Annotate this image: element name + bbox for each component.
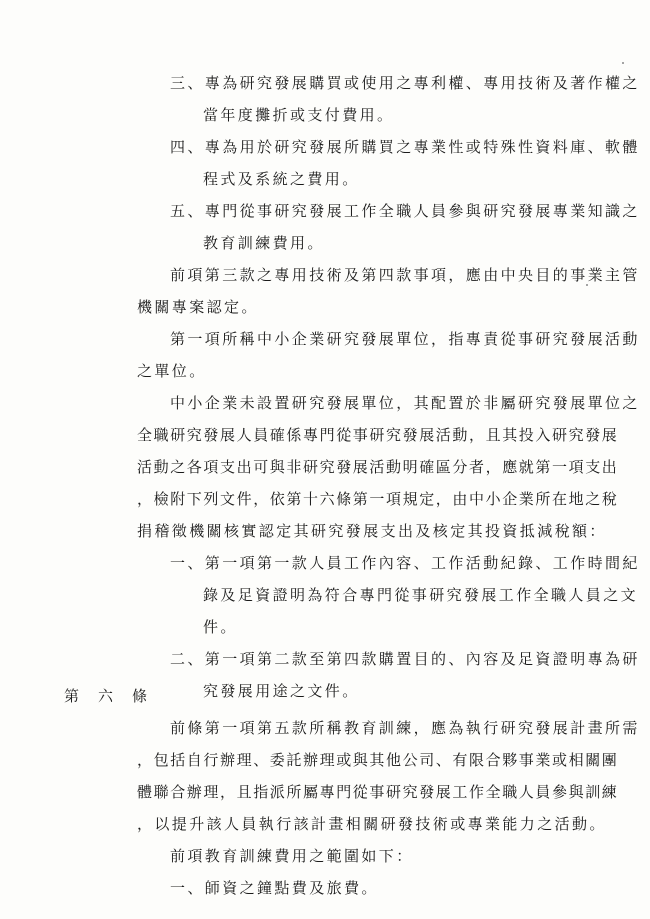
item-4-line-1: 四、專為用於研究發展所購買之專業性或特殊性資料庫、軟體	[170, 138, 640, 156]
paragraph-line: 之單位。	[137, 362, 207, 380]
paragraph-line: 全職研究發展人員確係專門從事研究發展活動，且其投入研究發展	[137, 426, 619, 444]
article-number-label	[64, 686, 147, 706]
list-item-1-line-2: 錄及足資證明為符合專門從事研究發展工作全職人員之文	[203, 586, 639, 604]
article-paragraph-line: ，包括自行辦理、委託辦理或與其他公司、有限合夥事業或相關團	[137, 751, 619, 769]
paragraph-line: 捐稽徵機關核實認定其研究發展支出及核定其投資抵減稅額：	[137, 522, 607, 540]
article-paragraph-line: 前條第一項第五款所稱教育訓練，應為執行研究發展計畫所需	[170, 719, 640, 737]
list-item-1-line-1: 一、第一項第一款人員工作內容、工作活動紀錄、工作時間紀	[170, 554, 640, 572]
item-4-line-2: 程式及系統之費用。	[203, 170, 360, 188]
paragraph-line: 前項教育訓練費用之範圍如下：	[170, 847, 414, 865]
article-char-3: 條	[132, 687, 148, 705]
paragraph-line: 第一項所稱中小企業研究發展單位，指專責從事研究發展活動	[170, 330, 640, 348]
article-paragraph-line: 體聯合辦理，且指派所屬專門從事研究發展工作全職人員參與訓練	[137, 783, 619, 801]
item-5-line-1: 五、專門從事研究發展工作全職人員參與研究發展專業知識之	[170, 202, 640, 220]
list-item-line: 一、師資之鐘點費及旅費。	[170, 879, 379, 897]
article-char-2: 六	[98, 687, 114, 705]
item-5-line-2: 教育訓練費用。	[203, 234, 325, 252]
paragraph-line: 機關專案認定。	[137, 298, 259, 316]
scan-speck	[622, 62, 624, 64]
scan-speck	[586, 284, 588, 286]
item-3-line-1: 三、專為研究發展購買或使用之專利權、專用技術及著作權之	[170, 74, 640, 92]
list-item-2-line-1: 二、第一項第二款至第四款購置目的、內容及足資證明專為研	[170, 650, 640, 668]
list-item-1-line-3: 件。	[203, 618, 238, 636]
article-char-1: 第	[64, 687, 80, 705]
list-item-2-line-2: 究發展用途之文件。	[203, 682, 360, 700]
article-paragraph-line: ，以提升該人員執行該計畫相關研發技術或專業能力之活動。	[137, 815, 607, 833]
paragraph-line: 中小企業未設置研究發展單位，其配置於非屬研究發展單位之	[170, 394, 640, 412]
item-3-line-2: 當年度攤折或支付費用。	[203, 106, 395, 124]
paragraph-line: ，檢附下列文件，依第十六條第一項規定，由中小企業所在地之稅	[137, 490, 619, 508]
paragraph-line: 活動之各項支出可與非研究發展活動明確區分者，應就第一項支出	[137, 458, 619, 476]
paragraph-line: 前項第三款之專用技術及第四款事項，應由中央目的事業主管	[170, 266, 640, 284]
